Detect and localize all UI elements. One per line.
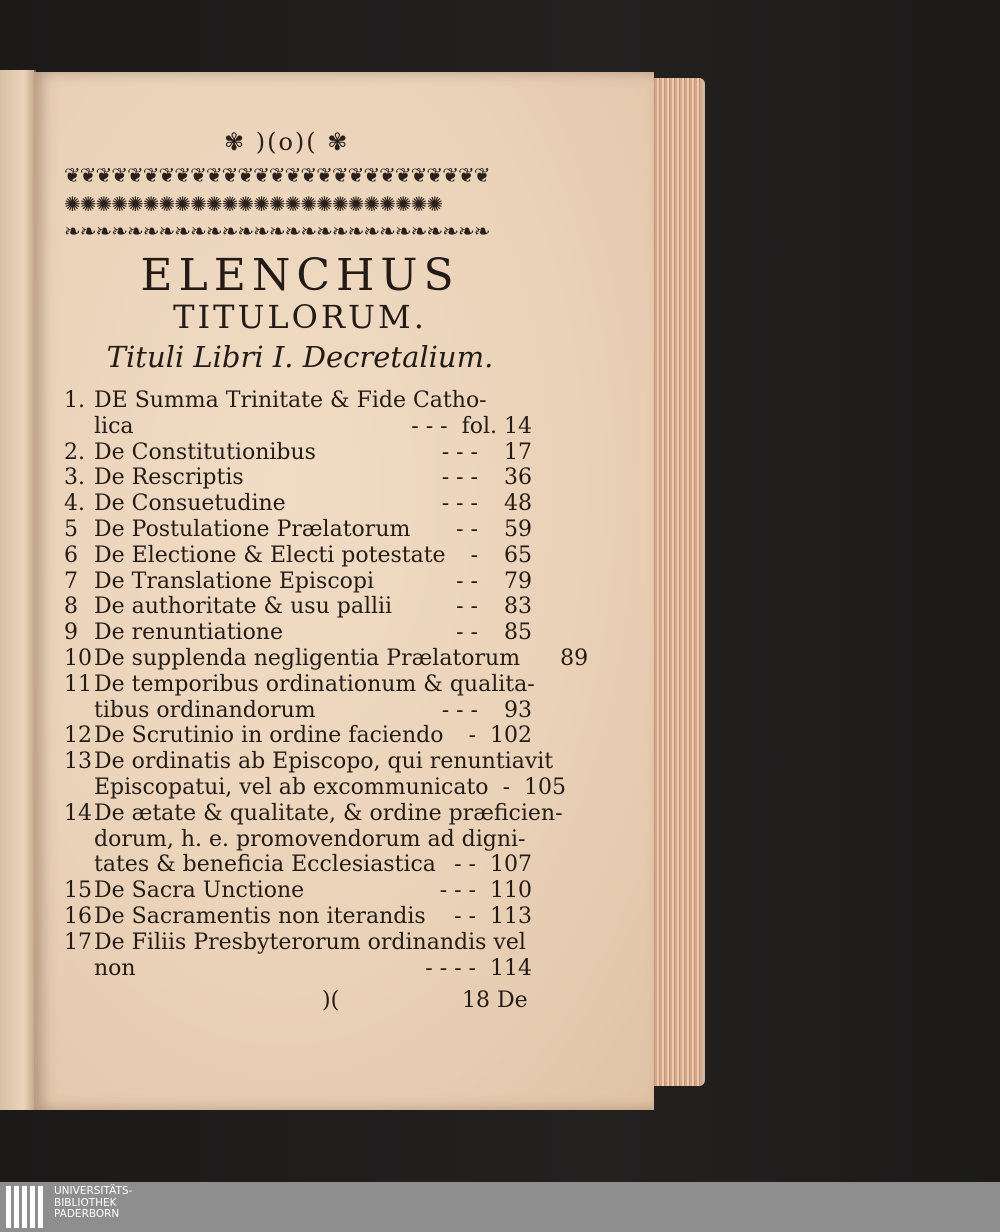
- entry-page: 83: [504, 594, 532, 620]
- list-item: [64, 930, 532, 956]
- title-titulorum: TITULORUM.: [173, 298, 427, 336]
- entry-title: De Consuetudine: [94, 491, 286, 517]
- entry-number: 13: [64, 749, 92, 775]
- entry-page: 85: [504, 620, 532, 646]
- entry-leader: - -: [456, 594, 478, 620]
- entry-number: 11: [64, 671, 92, 697]
- entry-title: De Electione & Electi potestate: [94, 542, 446, 568]
- entry-leader: -: [502, 774, 510, 800]
- entry-title-continued: lica: [94, 413, 134, 439]
- entry-leader: - - - -: [425, 955, 476, 981]
- list-item: [64, 671, 535, 698]
- list-item: [64, 543, 532, 569]
- entry-page: 17: [504, 439, 532, 465]
- list-item: [64, 645, 589, 672]
- entry-page: 89: [560, 645, 589, 671]
- entry-page: 105: [524, 774, 566, 800]
- entry-title: De authoritate & usu pallii: [94, 594, 393, 620]
- list-item: [64, 388, 532, 414]
- list-item: [64, 465, 532, 491]
- entry-number: 17: [64, 929, 92, 955]
- list-item: [64, 749, 554, 775]
- list-item: [64, 800, 563, 827]
- entry-page: 36: [504, 465, 532, 491]
- list-item: [64, 440, 532, 466]
- library-footer-bar: [0, 1182, 1000, 1232]
- list-item: [64, 723, 532, 749]
- entry-page: fol. 14: [461, 413, 532, 439]
- ornament-band-middle: ✺✺✺✺✺✺✺✺✺✺✺✺✺✺✺✺✺✺✺✺✺✺✺✺: [64, 192, 443, 216]
- top-ornament: ✾ )(o)( ✾: [224, 128, 350, 156]
- list-item: [64, 620, 532, 646]
- entry-leader: - - -: [441, 697, 478, 723]
- entry-number: 2.: [64, 439, 85, 465]
- page-fore-edge: [650, 78, 705, 1086]
- entry-leader: - -: [456, 516, 478, 542]
- entry-leader: - -: [454, 903, 476, 929]
- entry-title: De Constitutionibus: [94, 439, 316, 465]
- entry-page: 110: [490, 878, 532, 904]
- library-logo-icon: [6, 1186, 46, 1228]
- library-name: UNIVERSITÄTS- BIBLIOTHEK PADERBORN: [54, 1185, 133, 1220]
- entry-number: 8: [64, 594, 78, 620]
- ornament-band-bottom: ❧❧❧❧❧❧❧❧❧❧❧❧❧❧❧❧❧❧❧❧❧❧❧❧❧❧❧: [64, 219, 490, 243]
- entry-number: 1.: [64, 388, 85, 413]
- entry-title-continued: non: [94, 955, 136, 981]
- entry-number: 4.: [64, 491, 85, 517]
- entry-page: 107: [490, 852, 532, 878]
- title-elenchus: ELENCHUS: [140, 250, 460, 301]
- signature-mark: )(: [322, 988, 340, 1013]
- list-item: [64, 569, 532, 595]
- list-item: [64, 517, 532, 543]
- list-item: [64, 491, 532, 517]
- contents-list: [64, 388, 589, 981]
- entry-title: De supplenda negligentia Prælatorum: [94, 645, 521, 671]
- entry-title: De temporibus ordinationum & qualita-: [94, 671, 535, 697]
- list-item-continuation: [64, 852, 532, 878]
- entry-leader: - -: [456, 620, 478, 646]
- entry-number: 7: [64, 568, 78, 594]
- entry-page: 93: [504, 697, 532, 723]
- entry-number: 12: [64, 723, 92, 749]
- entry-leader: - - -: [441, 439, 478, 465]
- entry-title: De ordinatis ab Episcopo, qui renuntiavit: [94, 749, 554, 775]
- list-item-continuation: [64, 956, 532, 982]
- entry-number: 9: [64, 620, 78, 646]
- subtitle-decretalium: Tituli Libri I. Decretalium.: [106, 340, 494, 374]
- entry-title-continued: tibus ordinandorum: [94, 697, 316, 723]
- entry-leader: - -: [456, 568, 478, 594]
- entry-title: De Rescriptis: [94, 465, 244, 491]
- entry-leader: - - -: [441, 491, 478, 517]
- entry-title: DE Summa Trinitate & Fide Catho-: [94, 388, 487, 413]
- list-item-continuation: [64, 698, 532, 724]
- entry-title-continued: tates & beneficia Ecclesiastica: [94, 852, 436, 878]
- entry-page: 48: [504, 491, 532, 517]
- list-item: [64, 594, 532, 620]
- entry-title: De renuntiatione: [94, 620, 283, 646]
- entry-leader: - - -: [441, 465, 478, 491]
- entry-leader: - - -: [411, 413, 448, 439]
- entry-leader: - - -: [439, 878, 476, 904]
- entry-leader: -: [470, 542, 478, 568]
- entry-page: 65: [504, 542, 532, 568]
- list-item-continuation: [64, 414, 532, 440]
- entry-number: 5: [64, 516, 78, 542]
- entry-page: 114: [490, 955, 532, 981]
- entry-leader: - -: [454, 852, 476, 878]
- left-page-edge: [0, 70, 36, 1110]
- entry-title: De Postulatione Prælatorum: [94, 516, 411, 542]
- entry-title-continued: dorum, h. e. promovendorum ad digni-: [94, 826, 526, 852]
- entry-page: 79: [504, 568, 532, 594]
- list-item-continuation: [64, 774, 566, 801]
- entry-title: De Sacramentis non iterandis: [94, 903, 426, 929]
- list-item: [64, 904, 532, 930]
- entry-page: 102: [490, 723, 532, 749]
- entry-page: 59: [504, 516, 532, 542]
- catchword: 18 De: [462, 988, 528, 1013]
- entry-number: 14: [64, 800, 92, 826]
- entry-title: De Filiis Presbyterorum ordinandis vel: [94, 929, 526, 955]
- entry-title: De Translatione Episcopi: [94, 568, 375, 594]
- entry-title: De Scrutinio in ordine faciendo: [94, 723, 444, 749]
- entry-title: De ætate & qualitate, & ordine præficien-: [94, 800, 563, 826]
- entry-number: 6: [64, 542, 78, 568]
- entry-title-continued: Episcopatui, vel ab excommunicato: [94, 774, 489, 800]
- list-item-continuation: [64, 827, 532, 853]
- list-item: [64, 878, 532, 904]
- entry-number: 15: [64, 878, 92, 904]
- entry-leader: -: [468, 723, 476, 749]
- entry-title: De Sacra Unctione: [94, 878, 305, 904]
- entry-number: 16: [64, 903, 92, 929]
- entry-page: 113: [490, 903, 532, 929]
- entry-number: 10: [64, 645, 92, 671]
- ornament-band-top: ❦❦❦❦❦❦❦❦❦❦❦❦❦❦❦❦❦❦❦❦❦❦❦❦❦❦❦: [64, 163, 490, 187]
- entry-number: 3.: [64, 465, 85, 491]
